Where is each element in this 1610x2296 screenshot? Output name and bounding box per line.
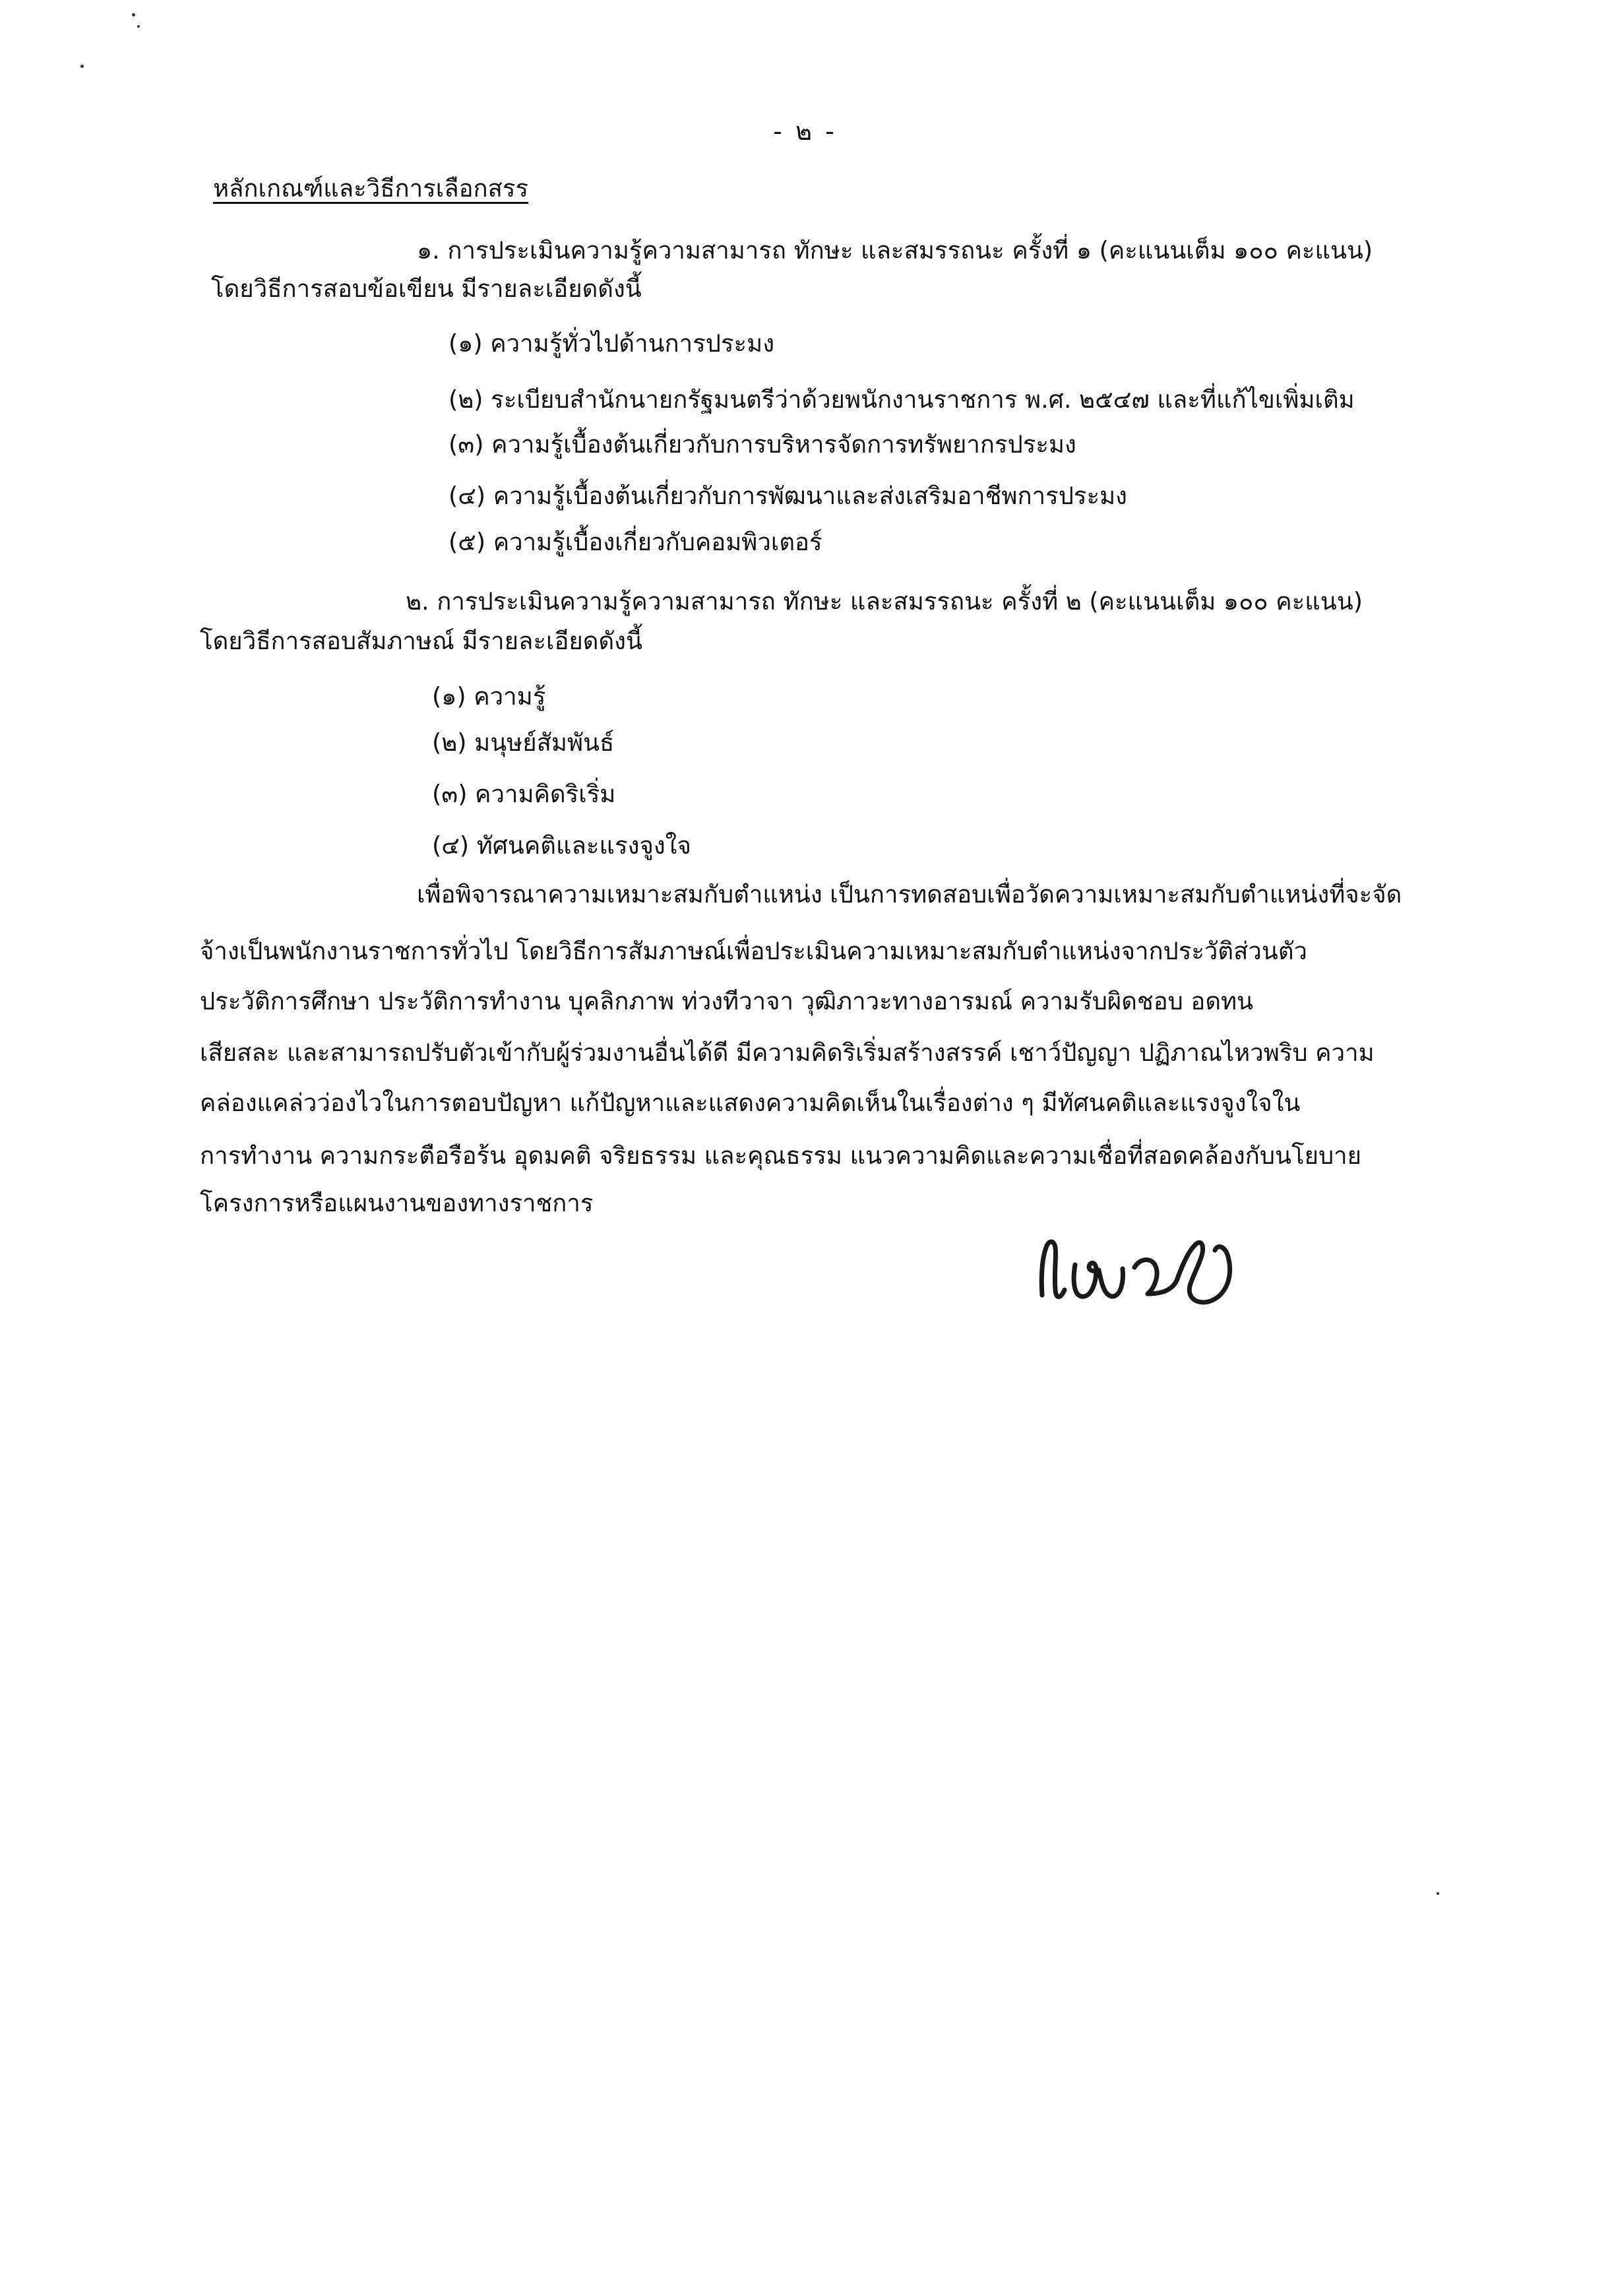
section1-item: (๒) ระเบียบสำนักนายกรัฐมนตรีว่าด้วยพนักงานราชการ พ.ศ. ๒๕๔๗ และที่แก้ไขเพิ่มเติม [449, 385, 1355, 414]
section2-item: (๔) ทัศนคติและแรงจูงใจ [432, 831, 691, 860]
section2-line1: ๒. การประเมินความรู้ความสามารถ ทักษะ และสมรรถนะ ครั้งที่ ๒ (คะแนนเต็ม ๑๐๐ คะแนน) [406, 587, 1363, 616]
section1-item: (๔) ความรู้เบื้องต้นเกี่ยวกับการพัฒนาและส่งเสริมอาชีพการประมง [449, 482, 1127, 510]
paragraph-line: คล่องแคล่วว่องไวในการตอบปัญหา แก้ปัญหาและแสดงความคิดเห็นในเรื่องต่าง ๆ มีทัศนคติและแรงจูงใจใน [200, 1089, 1301, 1117]
section2-item: (๒) มนุษย์สัมพันธ์ [432, 728, 615, 757]
page-number: - ๒ - [773, 117, 837, 146]
handwritten-signature [1036, 1217, 1273, 1323]
section1-item: (๑) ความรู้ทั่วไปด้านการประมง [449, 329, 775, 358]
section2-line2: โดยวิธีการสอบสัมภาษณ์ มีรายละเอียดดังนี้ [200, 627, 642, 655]
paragraph-line: จ้างเป็นพนักงานราชการทั่วไป โดยวิธีการสัมภาษณ์เพื่อประเมินความเหมาะสมกับตำแหน่งจากประวัติส่วนตัว [200, 937, 1308, 965]
section1-line2: โดยวิธีการสอบข้อเขียน มีรายละเอียดดังนี้ [211, 274, 642, 303]
section1-line1: ๑. การประเมินความรู้ความสามารถ ทักษะ และสมรรถนะ ครั้งที่ ๑ (คะแนนเต็ม ๑๐๐ คะแนน) [417, 236, 1373, 265]
paragraph-line: เสียสละ และสามารถปรับตัวเข้ากับผู้ร่วมงานอื่นได้ดี มีความคิดริเริ่มสร้างสรรค์ เชาว์ปัญญา ปฏิภาณไหวพริบ ความ [200, 1038, 1375, 1067]
paragraph-line: โครงการหรือแผนงานของทางราชการ [200, 1189, 594, 1217]
paragraph-line: เพื่อพิจารณาความเหมาะสมกับตำแหน่ง เป็นการทดสอบเพื่อวัดความเหมาะสมกับตำแหน่งที่จะจัด [417, 880, 1402, 909]
section1-item: (๕) ความรู้เบื้องเกี่ยวกับคอมพิวเตอร์ [449, 528, 822, 556]
section1-item: (๓) ความรู้เบื้องต้นเกี่ยวกับการบริหารจัดการทรัพยากรประมง [449, 430, 1076, 459]
paragraph-line: การทำงาน ความกระตือรือร้น อุดมคติ จริยธรรม และคุณธรรม แนวความคิดและความเชื่อที่สอดคล้องกับนโยบาย [200, 1141, 1362, 1170]
paragraph-line: ประวัติการศึกษา ประวัติการทำงาน บุคลิกภาพ ท่วงทีวาจา วุฒิภาวะทางอารมณ์ ความรับผิดชอบ อดทน [200, 987, 1254, 1015]
section2-item: (๓) ความคิดริเริ่ม [432, 780, 616, 808]
section-heading: หลักเกณฑ์และวิธีการเลือกสรร [213, 174, 529, 203]
scan-speck [132, 13, 135, 16]
scan-speck [1437, 1892, 1439, 1895]
section2-item: (๑) ความรู้ [432, 682, 546, 711]
scan-speck [80, 65, 84, 68]
scan-speck [137, 25, 140, 28]
